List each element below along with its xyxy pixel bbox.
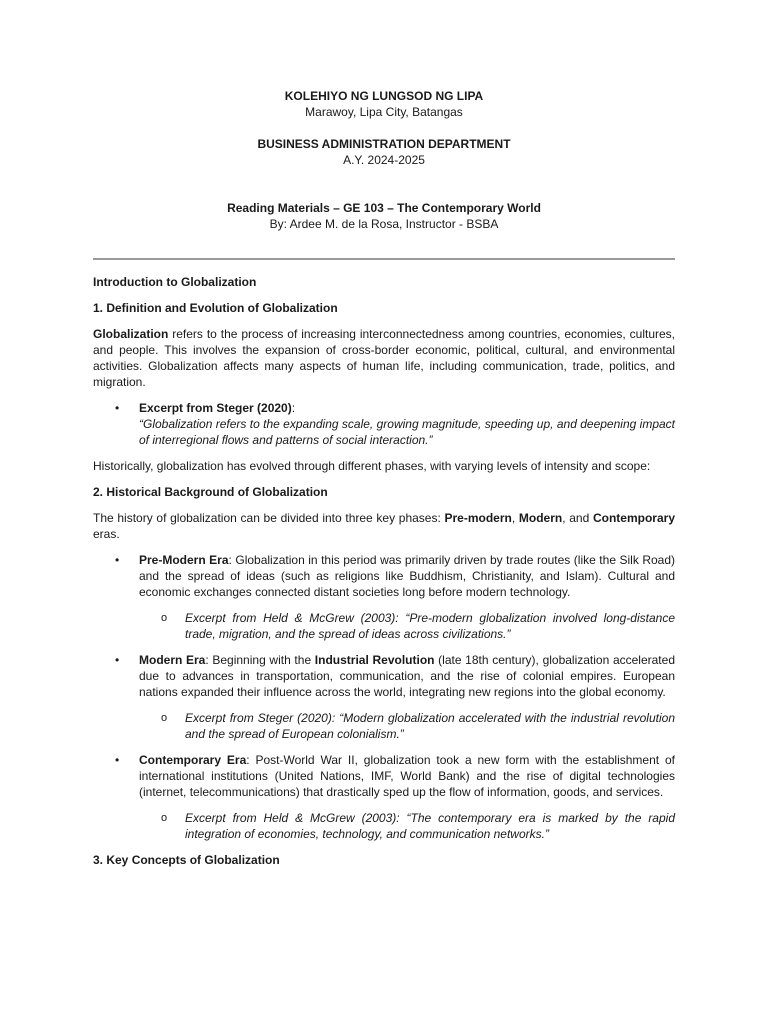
definition-term: Globalization — [93, 327, 169, 341]
era-excerpt-list — [139, 810, 675, 842]
era-excerpt-list — [139, 610, 675, 642]
section1-heading: 1. Definition and Evolution of Globalization — [93, 301, 338, 315]
phases-intro — [93, 510, 675, 542]
phase-modern: Modern — [518, 511, 563, 525]
school-address: Marawoy, Lipa City, Batangas — [305, 105, 463, 119]
steger-excerpt-list — [93, 400, 675, 448]
excerpt-colon: : — [291, 401, 296, 415]
section3-heading: 3. Key Concepts of Globalization — [93, 853, 280, 867]
eras-list — [93, 552, 675, 842]
excerpt-label: Excerpt from Steger (2020) — [139, 401, 292, 415]
era-name: Contemporary Era — [139, 753, 247, 767]
list-item — [93, 400, 675, 448]
horizontal-divider — [93, 258, 675, 260]
era-name: Pre-Modern Era — [139, 553, 229, 567]
era-text: : Beginning with the — [205, 653, 315, 667]
era-text: : Post-World War II, globalization took a new form with the establishment of international institutions (United Nations, IMF, World Bank) and the rise of digital technologies (internet, telecommunications) that drastically sped up the flow of information, goods, and services. — [139, 753, 675, 799]
document-header — [93, 88, 675, 232]
era-emphasis: Industrial Revolution — [314, 653, 435, 667]
school-name: KOLEHIYO NG LUNGSOD NG LIPA — [284, 89, 484, 103]
phase-sep: , and — [562, 511, 593, 525]
list-item: o Excerpt from Held & McGrew (2003): “Pre-modern globalization involved long-distance trade, migration, and the spread of ideas across civilizations.” — [139, 610, 675, 642]
history-note: Historically, globalization has evolved through different phases, with varying levels of intensity and scope: — [93, 459, 651, 473]
academic-year: A.Y. 2024-2025 — [343, 153, 425, 167]
phase-contemporary: Contemporary — [592, 511, 675, 525]
list-item: o Excerpt from Held & McGrew (2003): “The contemporary era is marked by the rapid integration of economies, technology, and communication networks.” — [139, 810, 675, 842]
material-title: Reading Materials – GE 103 – The Contemporary World — [227, 201, 541, 215]
phase-sep: , — [511, 511, 519, 525]
author-line: By: Ardee M. de la Rosa, Instructor - BSBA — [269, 217, 499, 231]
definition-text: refers to the process of increasing interconnectedness among countries, economies, cultures, and people. This involves the expansion of cross-border economic, political, cultural, and environmental activities. Globalization affects many aspects of human life, including communication, trade, politics, and migration. — [93, 327, 675, 389]
list-item — [93, 552, 675, 642]
phases-intro-end: eras. — [93, 527, 120, 541]
era-text: (late 18th century), globalization accelerated due to advances in transportation, communication, and the rise of colonial empires. European nations expanded their influence across the world, integrating new regions into the global economy. — [139, 653, 675, 699]
definition-paragraph — [93, 326, 675, 390]
era-excerpt-list — [139, 710, 675, 742]
era-name: Modern Era — [139, 653, 206, 667]
excerpt-quote: “Globalization refers to the expanding scale, growing magnitude, speeding up, and deepening impact of interregional flows and patterns of social interaction.” — [139, 417, 675, 447]
document-content — [93, 88, 675, 878]
phase-premodern: Pre-modern — [444, 511, 512, 525]
list-item — [93, 652, 675, 742]
department-name: BUSINESS ADMINISTRATION DEPARTMENT — [257, 137, 511, 151]
intro-heading: Introduction to Globalization — [93, 275, 257, 289]
phases-intro-text: The history of globalization can be divided into three key phases: — [93, 511, 445, 525]
era-text: : Globalization in this period was primarily driven by trade routes (like the Silk Road) and the spread of ideas (such as religions like Buddhism, Christianity, and Islam). Cultural and economic exchanges connected distant societies long before modern technology. — [139, 553, 675, 599]
section2-heading: 2. Historical Background of Globalization — [93, 485, 328, 499]
list-item — [93, 752, 675, 842]
list-item: o Excerpt from Steger (2020): “Modern globalization accelerated with the industrial revolution and the spread of European colonialism.” — [139, 710, 675, 742]
